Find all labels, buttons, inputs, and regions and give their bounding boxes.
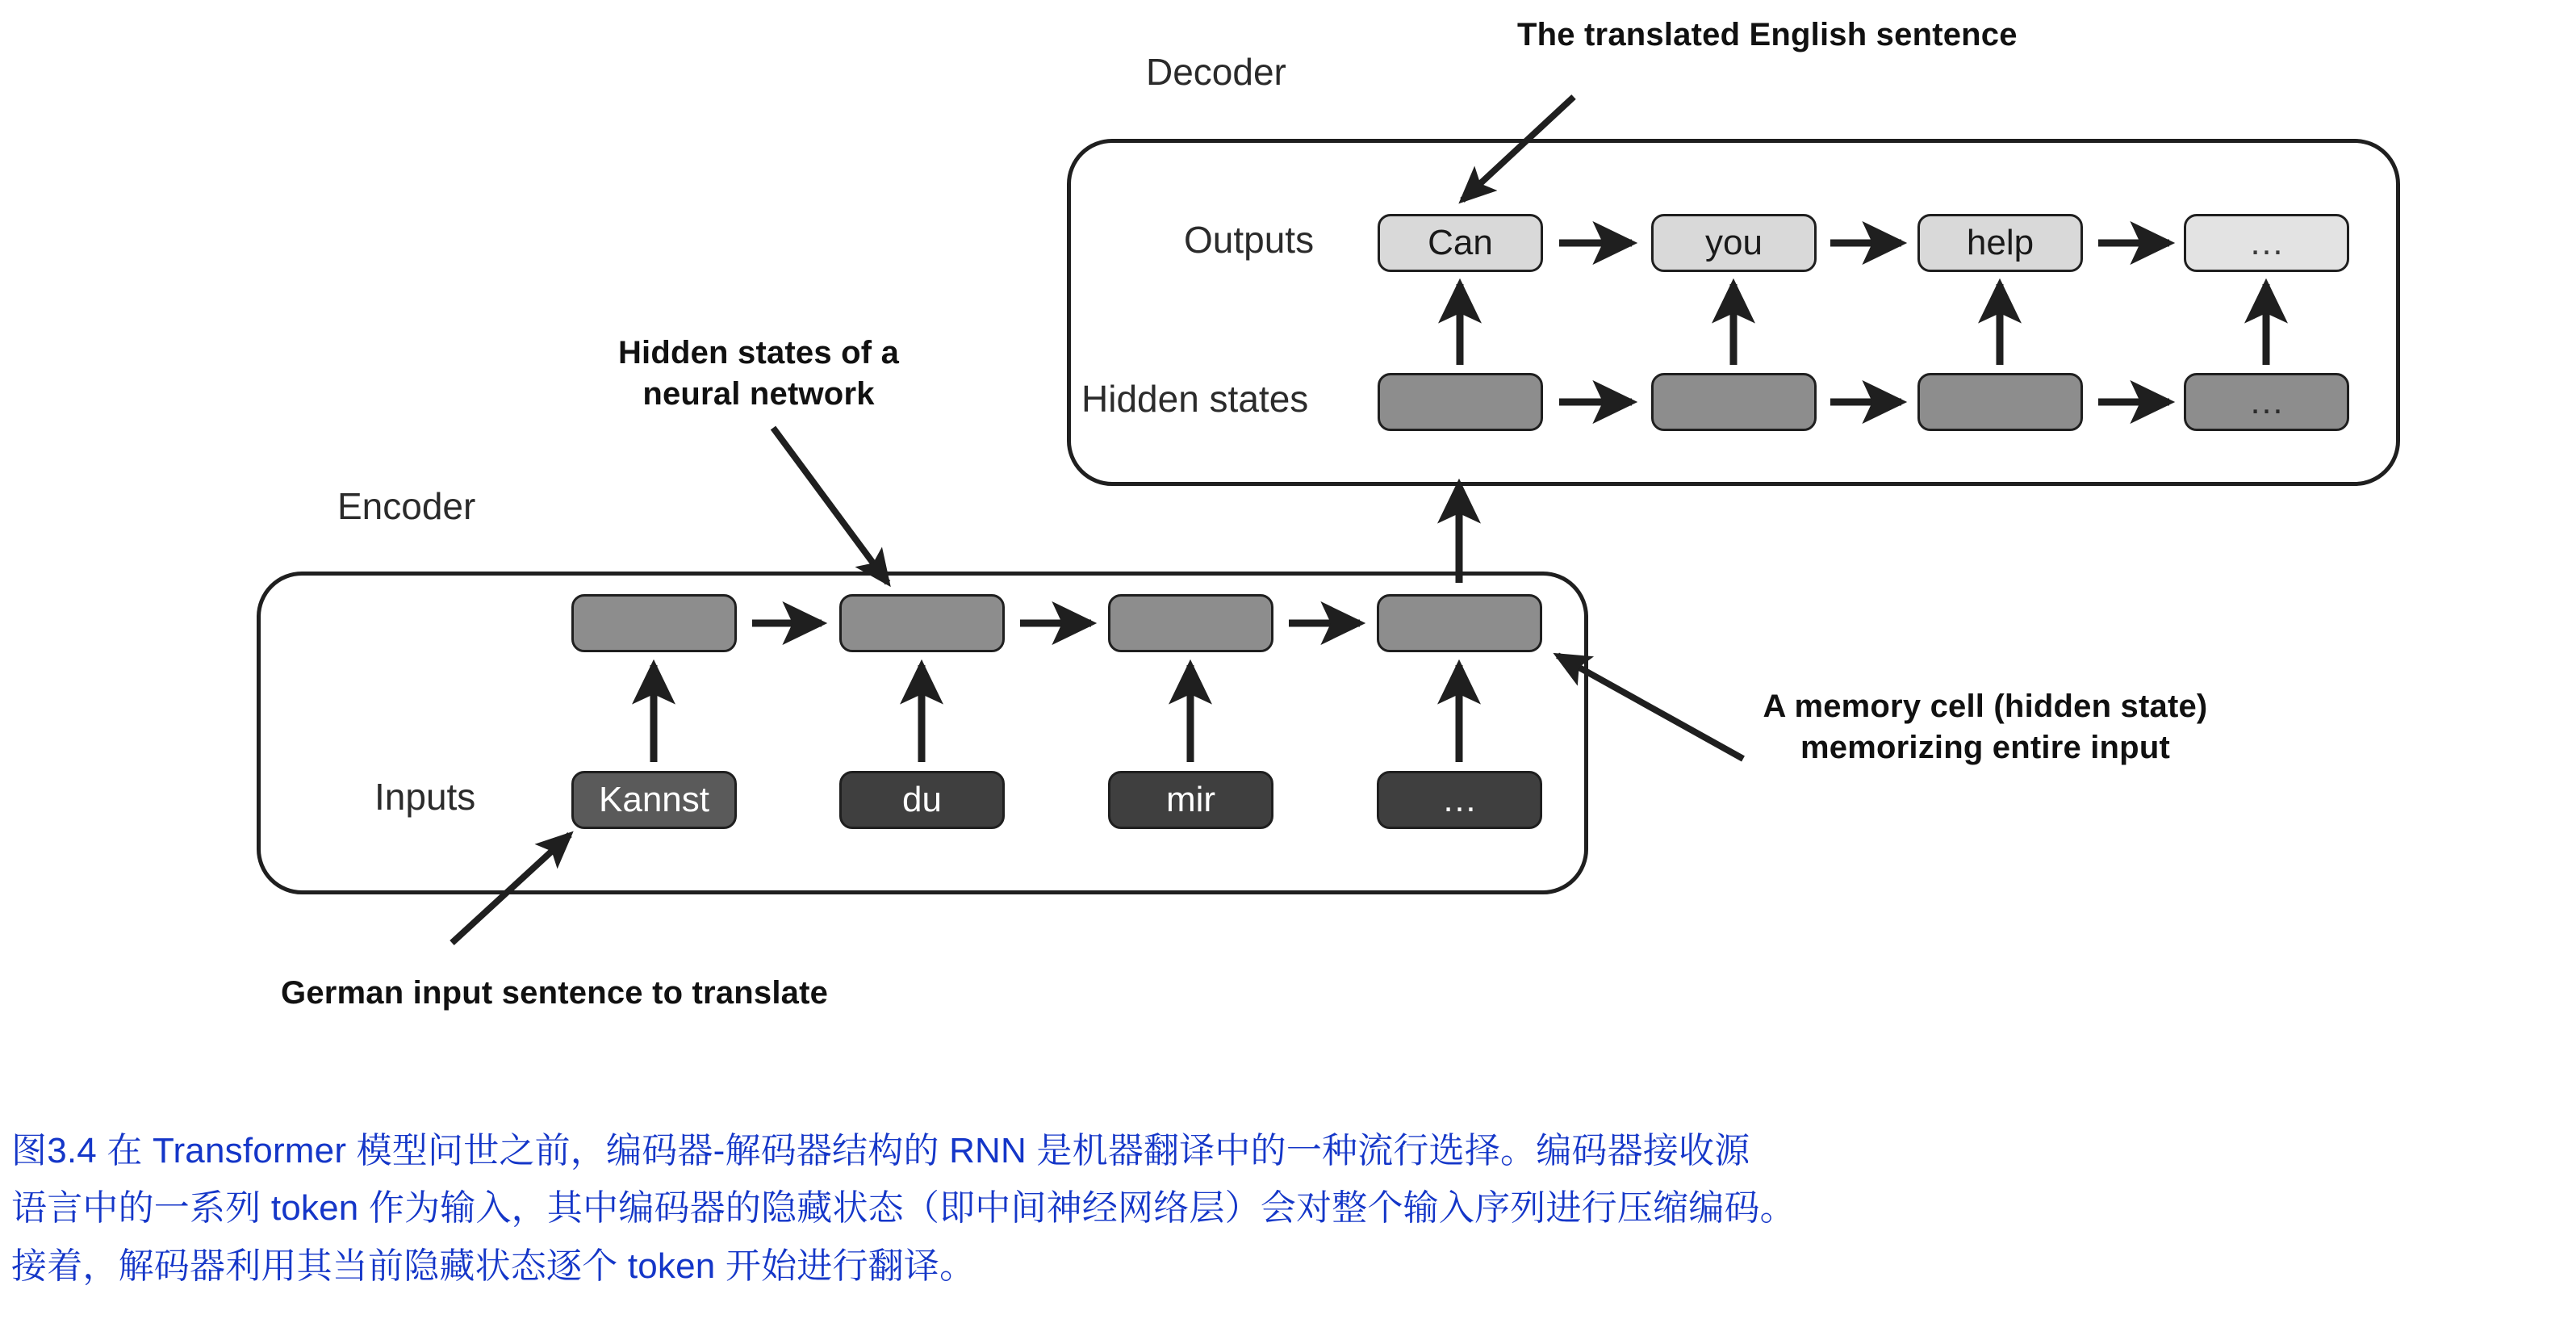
- encoder-title: Encoder: [337, 485, 476, 527]
- decoder-hidden-cell-1: [1378, 373, 1543, 431]
- decoder-hidden-cell-3: [1917, 373, 2083, 431]
- encoder-hidden-cell-1: [571, 594, 737, 652]
- decoder-output-cell-2: you: [1651, 214, 1817, 272]
- encoder-input-cell-2: du: [839, 771, 1005, 829]
- annotation-memory-cell-line2: memorizing entire input: [1800, 730, 2170, 766]
- annotation-german-input: German input sentence to translate: [281, 975, 829, 1011]
- encoder-hidden-cell-3: [1108, 594, 1273, 652]
- decoder-hidden-cell-2: [1651, 373, 1817, 431]
- encoder-input-cell-4: …: [1377, 771, 1542, 829]
- annotation-hidden-states: [565, 333, 952, 415]
- decoder-title: Decoder: [1146, 51, 1286, 93]
- decoder-container: [1067, 139, 2400, 486]
- encoder-input-cell-3: mir: [1108, 771, 1273, 829]
- caption-line-2: 语言中的一系列 token 作为输入，其中编码器的隐藏状态（即中间神经网络层）会对整个输入序列进行压缩编码。: [11, 1188, 1796, 1229]
- decoder-output-cell-4: …: [2184, 214, 2349, 272]
- decoder-output-cell-1: Can: [1378, 214, 1543, 272]
- caption-line-3: 接着，解码器利用其当前隐藏状态逐个 token 开始进行翻译。: [11, 1246, 976, 1286]
- encoder-hidden-cell-4: [1377, 594, 1542, 652]
- annotation-memory-cell: [1703, 686, 2268, 768]
- annotation-hidden-states-line1: Hidden states of a: [617, 335, 900, 371]
- encoder-input-cell-1: Kannst: [571, 771, 737, 829]
- encoder-hidden-cell-2: [839, 594, 1005, 652]
- annotation-hidden-states-line2: neural network: [642, 376, 875, 412]
- decoder-hidden-cell-4: …: [2184, 373, 2349, 431]
- decoder-outputs-label: Outputs: [1184, 219, 1315, 261]
- decoder-output-cell-3: help: [1917, 214, 2083, 272]
- annotation-memory-cell-line1: A memory cell (hidden state): [1763, 689, 2208, 724]
- encoder-inputs-label: Inputs: [374, 776, 476, 818]
- caption-line-1: 图3.4 在 Transformer 模型问世之前，编码器-解码器结构的 RNN 是机器翻译中的一种流行选择。编码器接收源: [11, 1131, 1750, 1170]
- figure-caption: [11, 1122, 2561, 1295]
- annotation-translated-sentence: The translated English sentence: [1517, 17, 2018, 52]
- decoder-hidden-states-label: Hidden states: [1081, 378, 1309, 420]
